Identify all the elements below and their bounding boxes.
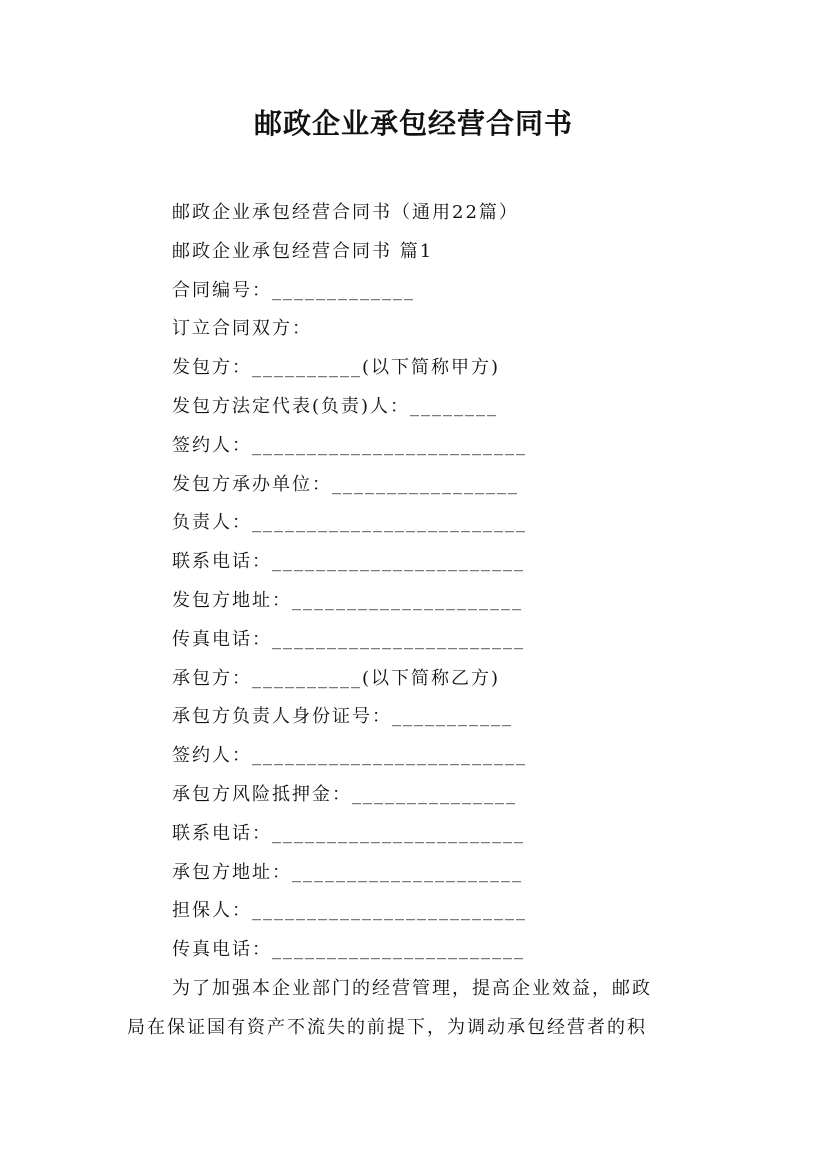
contractor-deposit-field: 承包方风险抵押金：_______________ <box>172 783 517 805</box>
contract-number-field: 合同编号：_____________ <box>172 279 415 301</box>
contract-field-list <box>172 194 527 970</box>
contractor-phone-field: 联系电话：_______________________ <box>172 822 525 844</box>
contractor-address-field: 承包方地址：_____________________ <box>172 861 523 883</box>
paragraph-line: 局在保证国有资产不流失的前提下，为调动承包经营者的积 <box>127 1016 647 1038</box>
contractor-fax-field: 传真电话：_______________________ <box>172 939 525 961</box>
employer-representative-field: 发包方法定代表(负责)人：________ <box>172 395 499 417</box>
employer-unit-field: 发包方承办单位：_________________ <box>172 473 519 495</box>
body-paragraph <box>127 970 707 1048</box>
contractor-signer-field: 签约人：_________________________ <box>172 745 527 767</box>
paragraph-line: 为了加强本企业部门的经营管理，提高企业效益，邮政 <box>172 978 652 999</box>
guarantor-field: 担保人：_________________________ <box>172 900 527 922</box>
section-heading: 邮政企业承包经营合同书 篇1 <box>172 240 434 262</box>
employer-phone-field: 联系电话：_______________________ <box>172 551 525 573</box>
employer-signer-field: 签约人：_________________________ <box>172 434 527 456</box>
subtitle-line: 邮政企业承包经营合同书（通用22篇） <box>172 202 519 223</box>
employer-field: 发包方：__________(以下简称甲方) <box>172 357 501 379</box>
contractor-id-field: 承包方负责人身份证号：___________ <box>172 706 513 728</box>
employer-address-field: 发包方地址：_____________________ <box>172 589 523 611</box>
contractor-field: 承包方：__________(以下简称乙方) <box>172 667 501 689</box>
document-title: 邮政企业承包经营合同书 <box>253 107 573 140</box>
employer-responsible-field: 负责人：_________________________ <box>172 512 527 534</box>
parties-heading: 订立合同双方： <box>172 318 312 340</box>
employer-fax-field: 传真电话：_______________________ <box>172 628 525 650</box>
